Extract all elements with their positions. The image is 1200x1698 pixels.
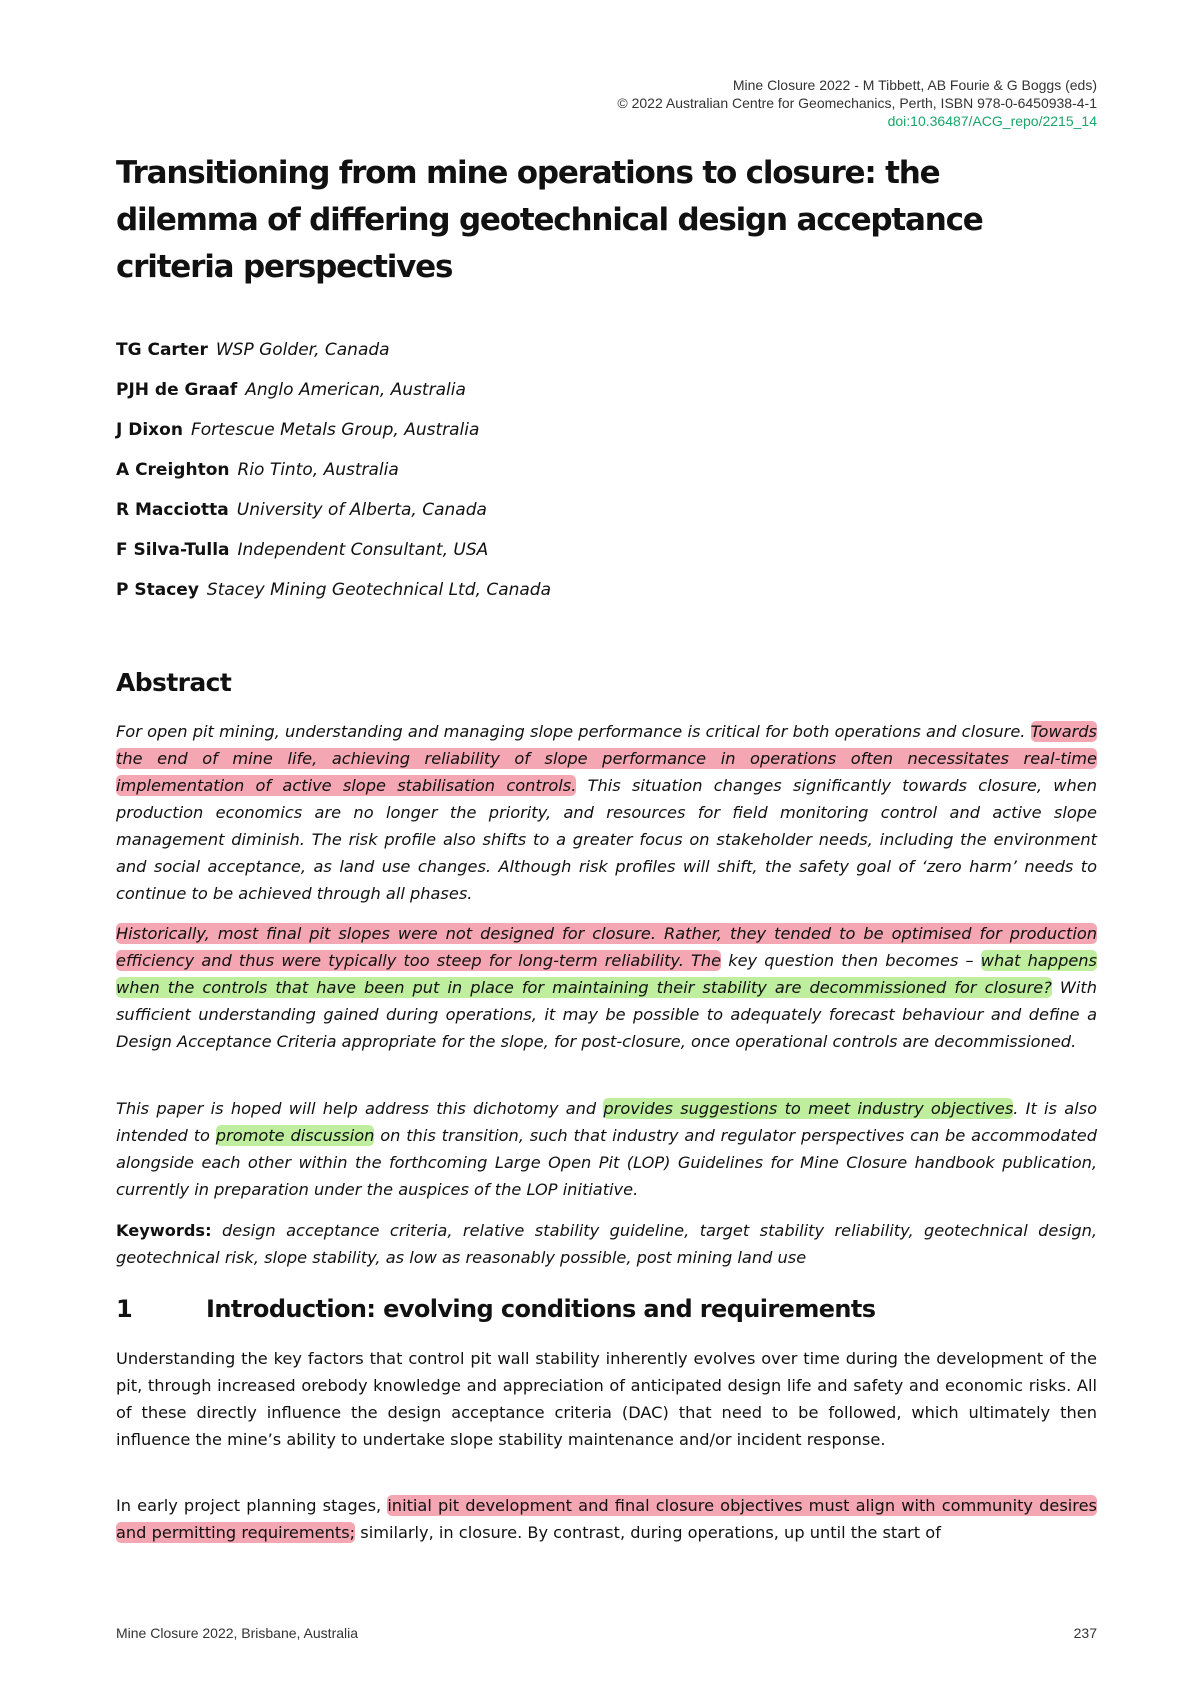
highlight-green[interactable]: promote discussion (215, 1126, 375, 1145)
author-entry (116, 338, 551, 378)
body-text: In early project planning stages, (116, 1496, 388, 1515)
author-affiliation: Independent Consultant, USA (237, 540, 489, 560)
highlight-red[interactable]: Historically, most final pit slopes were not designed for closure. Rather, they tended to be optimised for production efficiency and thus were typically too steep for long-term reliability. The (116, 924, 1097, 970)
highlight-red[interactable]: Towards the end of mine life, achieving reliability of slope performance in operations often necessitates real-time implementation of active slope stabilisation controls. (116, 722, 1097, 795)
abstract-text: With sufficient understanding gained during operations, it may be possible to adequately forecast behaviour and define a Design Acceptance Criteria appropriate for the slope, for post-closure, once operational controls are decommissioned. (116, 978, 1097, 1051)
abstract-paragraph-2 (116, 920, 1097, 1055)
abstract-paragraph-1 (116, 718, 1097, 907)
author-name: F Silva-Tulla (116, 540, 230, 560)
header-proceedings: Mine Closure 2022 - M Tibbett, AB Fourie & G Boggs (eds) (732, 77, 1097, 93)
author-entry (116, 418, 551, 458)
keywords-list: design acceptance criteria, relative stability guideline, target stability reliability, geotechnical design, geotechnical risk, slope stability, as low as reasonably possible, post mining land use (116, 1221, 1097, 1267)
author-entry (116, 458, 551, 498)
highlight-green[interactable]: what happens when the controls that have been put in place for maintaining their stability are decommissioned for closure? (116, 951, 1097, 997)
author-entry (116, 538, 551, 578)
header-copyright: © 2022 Australian Centre for Geomechanics, Perth, ISBN 978-0-6450938-4-1 (617, 95, 1097, 111)
abstract-text: For open pit mining, understanding and managing slope performance is critical for both operations and closure. (116, 722, 1031, 741)
paper-title: Transitioning from mine operations to closure: the dilemma of differing geotechnical design acceptance criteria perspectives (116, 155, 983, 285)
author-affiliation: University of Alberta, Canada (236, 500, 487, 520)
keywords (116, 1217, 1097, 1271)
keywords-label: Keywords: (116, 1221, 212, 1240)
highlight-red[interactable]: initial pit development and final closure objectives must align with community desires and permitting requirements; (116, 1496, 1097, 1542)
author-name: TG Carter (116, 340, 208, 360)
author-affiliation: Rio Tinto, Australia (237, 460, 399, 480)
author-name: A Creighton (116, 460, 230, 480)
page-number: 237 (1073, 1625, 1097, 1641)
abstract-text: This paper is hoped will help address this dichotomy and (116, 1099, 604, 1118)
abstract-text: key question then becomes – (721, 951, 981, 970)
author-entry (116, 578, 551, 618)
author-name: PJH de Graaf (116, 380, 238, 400)
author-entry (116, 378, 551, 418)
section-heading (116, 1295, 875, 1323)
author-name: R Macciotta (116, 500, 229, 520)
section-number: 1 (116, 1295, 133, 1323)
abstract-paragraph-3 (116, 1095, 1097, 1203)
author-affiliation: Stacey Mining Geotechnical Ltd, Canada (206, 580, 552, 600)
author-list (116, 338, 551, 618)
author-name: P Stacey (116, 580, 199, 600)
author-affiliation: Fortescue Metals Group, Australia (190, 420, 480, 440)
body-paragraph-1: Understanding the key factors that control pit wall stability inherently evolves over time during the development of the pit, through increased orebody knowledge and appreciation of anticipated design life and safety and economic risks. All of these directly influence the design acceptance criteria (DAC) that need to be followed, which ultimately then influence the mine’s ability to undertake slope stability maintenance and/or incident response. (116, 1349, 1097, 1449)
author-name: J Dixon (116, 420, 183, 440)
doi-link[interactable]: doi:10.36487/ACG_repo/2215_14 (887, 113, 1097, 129)
running-header (617, 76, 1097, 130)
author-entry (116, 498, 551, 538)
section-title: Introduction: evolving conditions and requirements (206, 1295, 876, 1323)
author-affiliation: WSP Golder, Canada (215, 340, 390, 360)
footer-conference: Mine Closure 2022, Brisbane, Australia (116, 1625, 359, 1641)
abstract-text: This situation changes significantly towards closure, when production economics are no longer the priority, and resources for field monitoring control and active slope management diminish. The risk profile also shifts to a greater focus on stakeholder needs, including the environment and social acceptance, as land use changes. Although risk profiles will shift, the safety goal of ‘zero harm’ needs to continue to be achieved through all phases. (116, 776, 1097, 903)
body-paragraph-2 (116, 1492, 1097, 1546)
author-affiliation: Anglo American, Australia (245, 380, 466, 400)
highlight-green[interactable]: provides suggestions to meet industry objectives (603, 1099, 1014, 1118)
abstract-text: . It is also intended to (116, 1099, 1097, 1145)
body-text: similarly, in closure. By contrast, during operations, up until the start of (355, 1523, 941, 1542)
abstract-text: on this transition, such that industry and regulator perspectives can be accommodated alongside each other within the forthcoming Large Open Pit (LOP) Guidelines for Mine Closure handbook publication, currently in preparation under the auspices of the LOP initiative. (116, 1126, 1097, 1199)
abstract-heading: Abstract (116, 668, 232, 697)
